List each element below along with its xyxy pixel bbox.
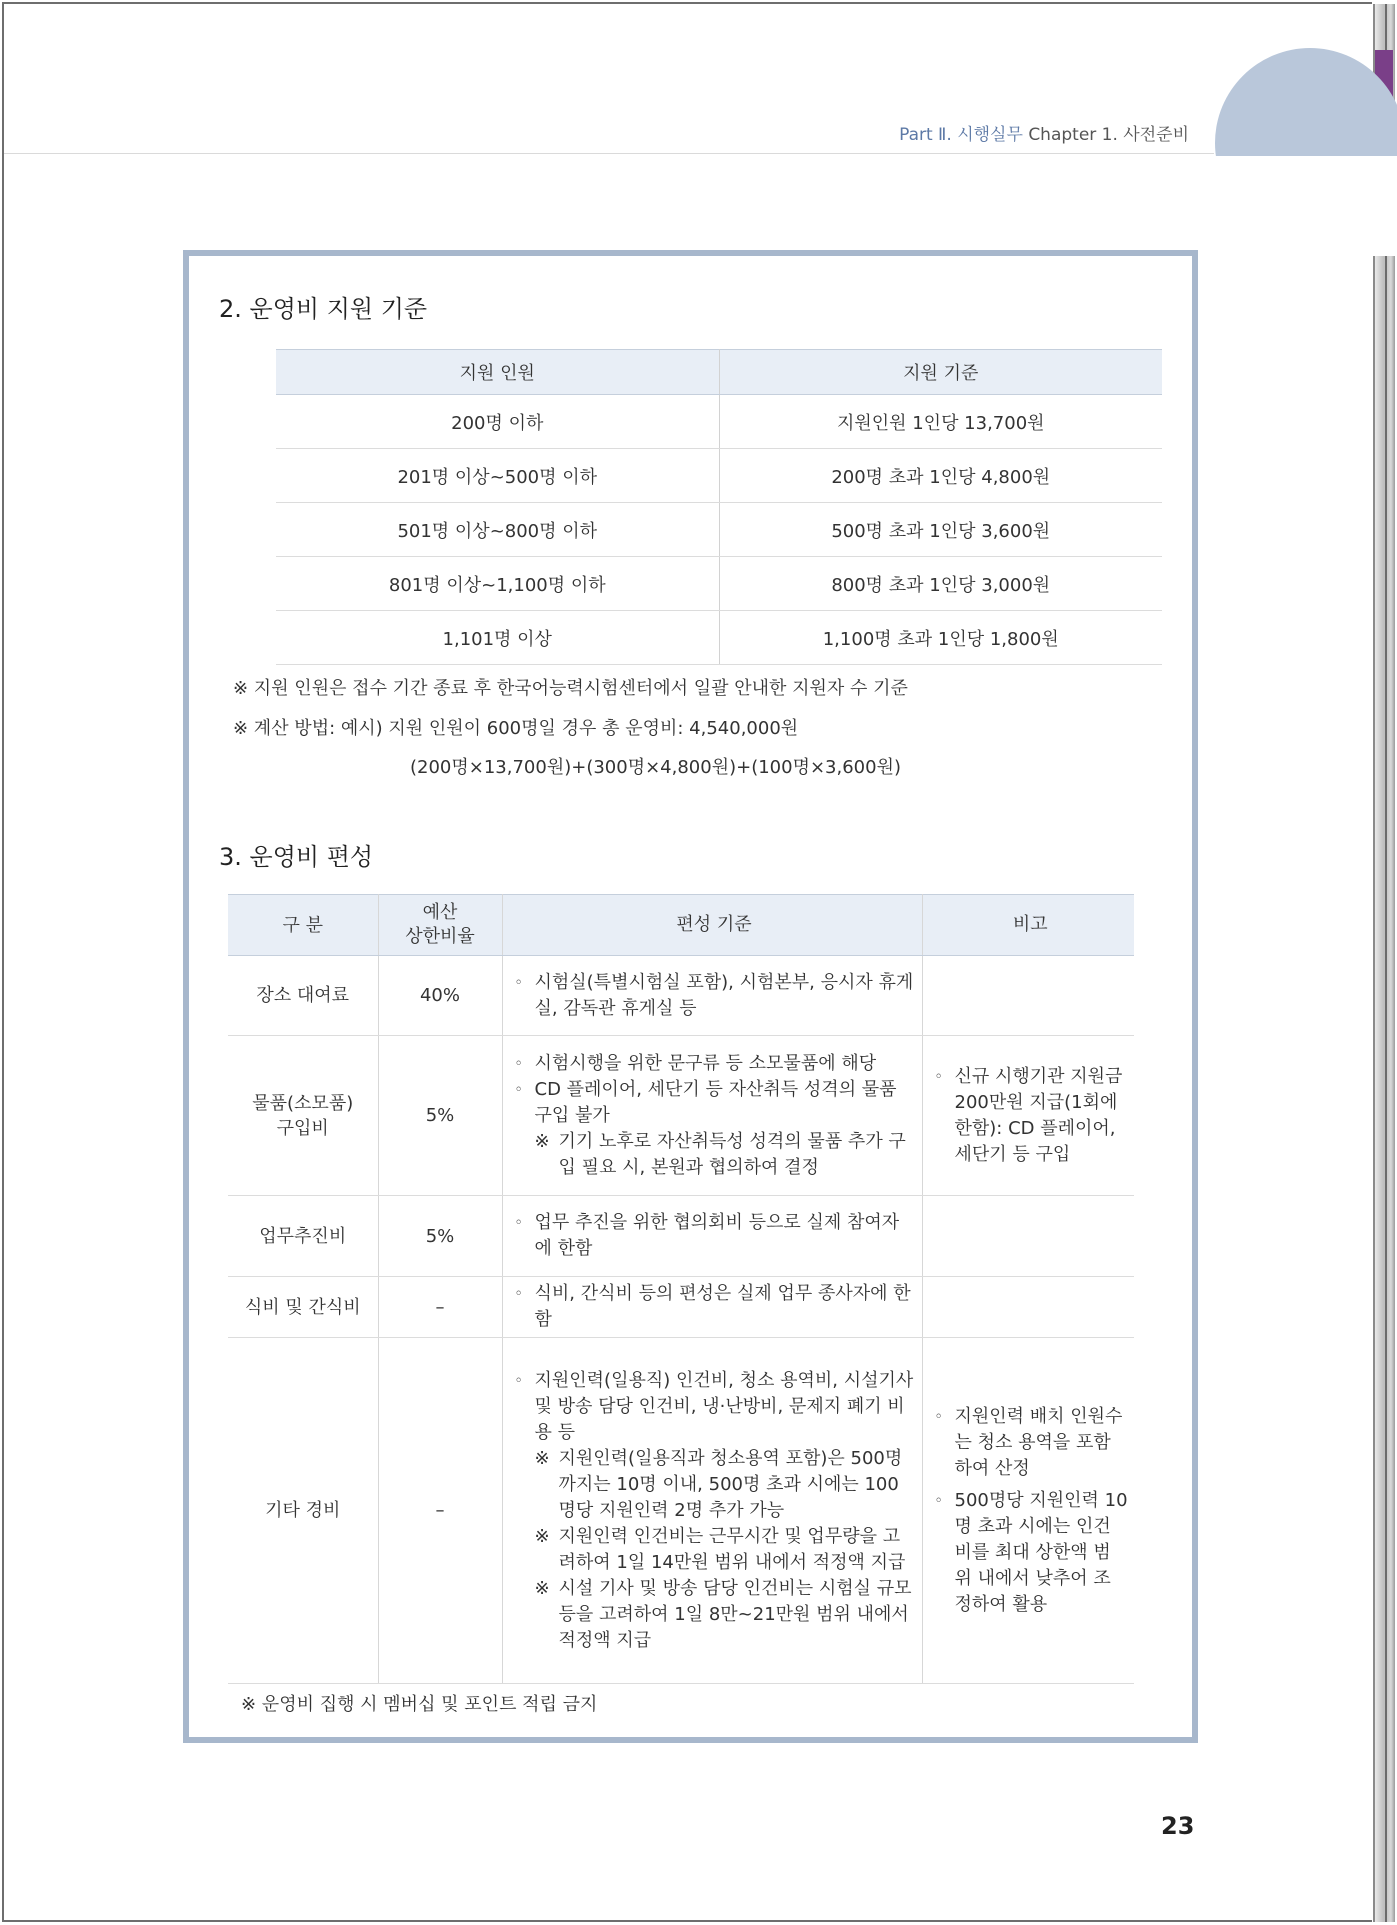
page-number: 23 (1161, 1812, 1195, 1840)
header-chapter: Chapter 1. 사전준비 (1028, 125, 1189, 145)
criteria-subitem (513, 1524, 916, 1576)
cell-criteria: 800명 초과 1인당 3,000원 (719, 557, 1162, 611)
cell-ratio: 40% (378, 956, 502, 1036)
note-calculation: ※ 계산 방법: 예시) 지원 인원이 600명일 경우 총 운영비: 4,540,000원 (233, 718, 799, 739)
cell-ratio: – (378, 1277, 502, 1338)
section3-title: 3. 운영비 편성 (219, 843, 374, 871)
table-row (228, 956, 1134, 1036)
criteria-item: ◦ 시험시행을 위한 문구류 등 소모물품에 해당 (513, 1051, 916, 1077)
col-header-criteria: 지원 기준 (719, 350, 1162, 395)
cell-criteria (502, 956, 922, 1036)
col-header-applicants: 지원 인원 (276, 350, 719, 395)
cell-remarks (922, 1277, 1134, 1338)
criteria-subitem (513, 1446, 916, 1524)
note-mark: ※ (534, 1525, 550, 1547)
cell-remarks (922, 1036, 1134, 1196)
criteria-subitem-text: 지원인력 인건비는 근무시간 및 업무량을 고려하여 1일 14만원 범위 내에서 적정액 지급 (558, 1525, 906, 1573)
table-row (228, 1277, 1134, 1338)
table-row (276, 557, 1162, 611)
content-box (183, 250, 1198, 1743)
cell-category: 식비 및 간식비 (228, 1277, 378, 1338)
cell-category: 장소 대여료 (228, 956, 378, 1036)
corner-decoration-mask (1208, 156, 1397, 256)
col-header-category: 구 분 (228, 895, 378, 956)
cell-category: 기타 경비 (228, 1338, 378, 1684)
cell-applicants: 200명 이하 (276, 395, 719, 449)
header-part: Part Ⅱ. 시행실무 (899, 125, 1023, 145)
cell-criteria (502, 1036, 922, 1196)
header-rule (4, 153, 1214, 154)
table-row (228, 1196, 1134, 1277)
cell-category: 업무추진비 (228, 1196, 378, 1277)
col-header-remarks: 비고 (922, 895, 1134, 956)
criteria-item: ◦ 시험실(특별시험실 포함), 시험본부, 응시자 휴게실, 감독관 휴게실 등 (513, 970, 916, 1022)
section2-title: 2. 운영비 지원 기준 (219, 295, 428, 323)
criteria-item: ◦ 지원인력(일용직) 인건비, 청소 용역비, 시설기사 및 방송 담당 인건비, 냉·난방비, 문제지 폐기 비용 등 (513, 1368, 916, 1446)
cell-applicants: 501명 이상~800명 이하 (276, 503, 719, 557)
footnote-membership: ※ 운영비 집행 시 멤버십 및 포인트 적립 금지 (241, 1694, 598, 1715)
cell-ratio: – (378, 1338, 502, 1684)
table-row (276, 395, 1162, 449)
table-header-row (276, 350, 1162, 395)
col-header-ratio (378, 895, 502, 956)
remarks-item: ◦ 500명당 지원인력 10명 초과 시에는 인건비를 최대 상한액 범위 내에서 낮추어 조정하여 활용 (933, 1488, 1129, 1618)
col-header-ratio-line1: 예산 (422, 902, 458, 923)
criteria-item: ◦ 식비, 간식비 등의 편성은 실제 업무 종사자에 한함 (513, 1281, 916, 1333)
note-mark: ※ (534, 1447, 550, 1469)
table-row (276, 449, 1162, 503)
cell-criteria: 1,100명 초과 1인당 1,800원 (719, 611, 1162, 665)
cell-criteria (502, 1277, 922, 1338)
note-calculation-formula: (200명×13,700원)+(300명×4,800원)+(100명×3,600원) (410, 757, 901, 778)
cell-ratio: 5% (378, 1196, 502, 1277)
running-header (899, 120, 1189, 145)
table-row (228, 1338, 1134, 1684)
table-row (276, 611, 1162, 665)
cell-remarks (922, 956, 1134, 1036)
cell-criteria (502, 1338, 922, 1684)
support-criteria-table (276, 349, 1162, 665)
cell-applicants: 201명 이상~500명 이하 (276, 449, 719, 503)
cell-applicants: 1,101명 이상 (276, 611, 719, 665)
criteria-subitem-text: 시설 기사 및 방송 담당 인건비는 시험실 규모 등을 고려하여 1일 8만~21만원 범위 내에서 적정액 지급 (558, 1577, 912, 1651)
note-mark: ※ (534, 1130, 550, 1152)
cell-category (228, 1036, 378, 1196)
table-header-row (228, 895, 1134, 956)
cell-criteria (502, 1196, 922, 1277)
criteria-subitem-text: 기기 노후로 자산취득성 성격의 물품 추가 구입 필요 시, 본원과 협의하여 결정 (558, 1130, 906, 1178)
remarks-item: ◦ 신규 시행기관 지원금 200만원 지급(1회에 한함): CD 플레이어, 세단기 등 구입 (933, 1064, 1129, 1168)
cell-applicants: 801명 이상~1,100명 이하 (276, 557, 719, 611)
cell-remarks (922, 1196, 1134, 1277)
note-mark: ※ (534, 1577, 550, 1599)
criteria-item: ◦ 업무 추진을 위한 협의회비 등으로 실제 참여자에 한함 (513, 1210, 916, 1262)
remarks-item: ◦ 지원인력 배치 인원수는 청소 용역을 포함하여 산정 (933, 1404, 1129, 1482)
cell-criteria: 500명 초과 1인당 3,600원 (719, 503, 1162, 557)
col-header-criteria: 편성 기준 (502, 895, 922, 956)
page-edge (1373, 4, 1395, 1922)
criteria-item: ◦ CD 플레이어, 세단기 등 자산취득 성격의 물품 구입 불가 (513, 1077, 916, 1129)
category-line1: 물품(소모품) (252, 1092, 354, 1114)
criteria-subitem (513, 1129, 916, 1181)
cell-remarks (922, 1338, 1134, 1684)
cell-criteria: 지원인원 1인당 13,700원 (719, 395, 1162, 449)
col-header-ratio-line2: 상한비율 (405, 926, 475, 947)
note-applicant-count: ※ 지원 인원은 접수 기간 종료 후 한국어능력시험센터에서 일괄 안내한 지원자 수 기준 (233, 678, 908, 699)
criteria-subitem (513, 1576, 916, 1654)
cell-criteria: 200명 초과 1인당 4,800원 (719, 449, 1162, 503)
table-row (228, 1036, 1134, 1196)
criteria-subitem-text: 지원인력(일용직과 청소용역 포함)은 500명까지는 10명 이내, 500명 초과 시에는 100명당 지원인력 2명 추가 가능 (558, 1447, 903, 1521)
cell-ratio: 5% (378, 1036, 502, 1196)
category-line2: 구입비 (276, 1117, 329, 1139)
budget-allocation-table (228, 894, 1134, 1684)
table-row (276, 503, 1162, 557)
page-edge-line (1385, 4, 1387, 1922)
